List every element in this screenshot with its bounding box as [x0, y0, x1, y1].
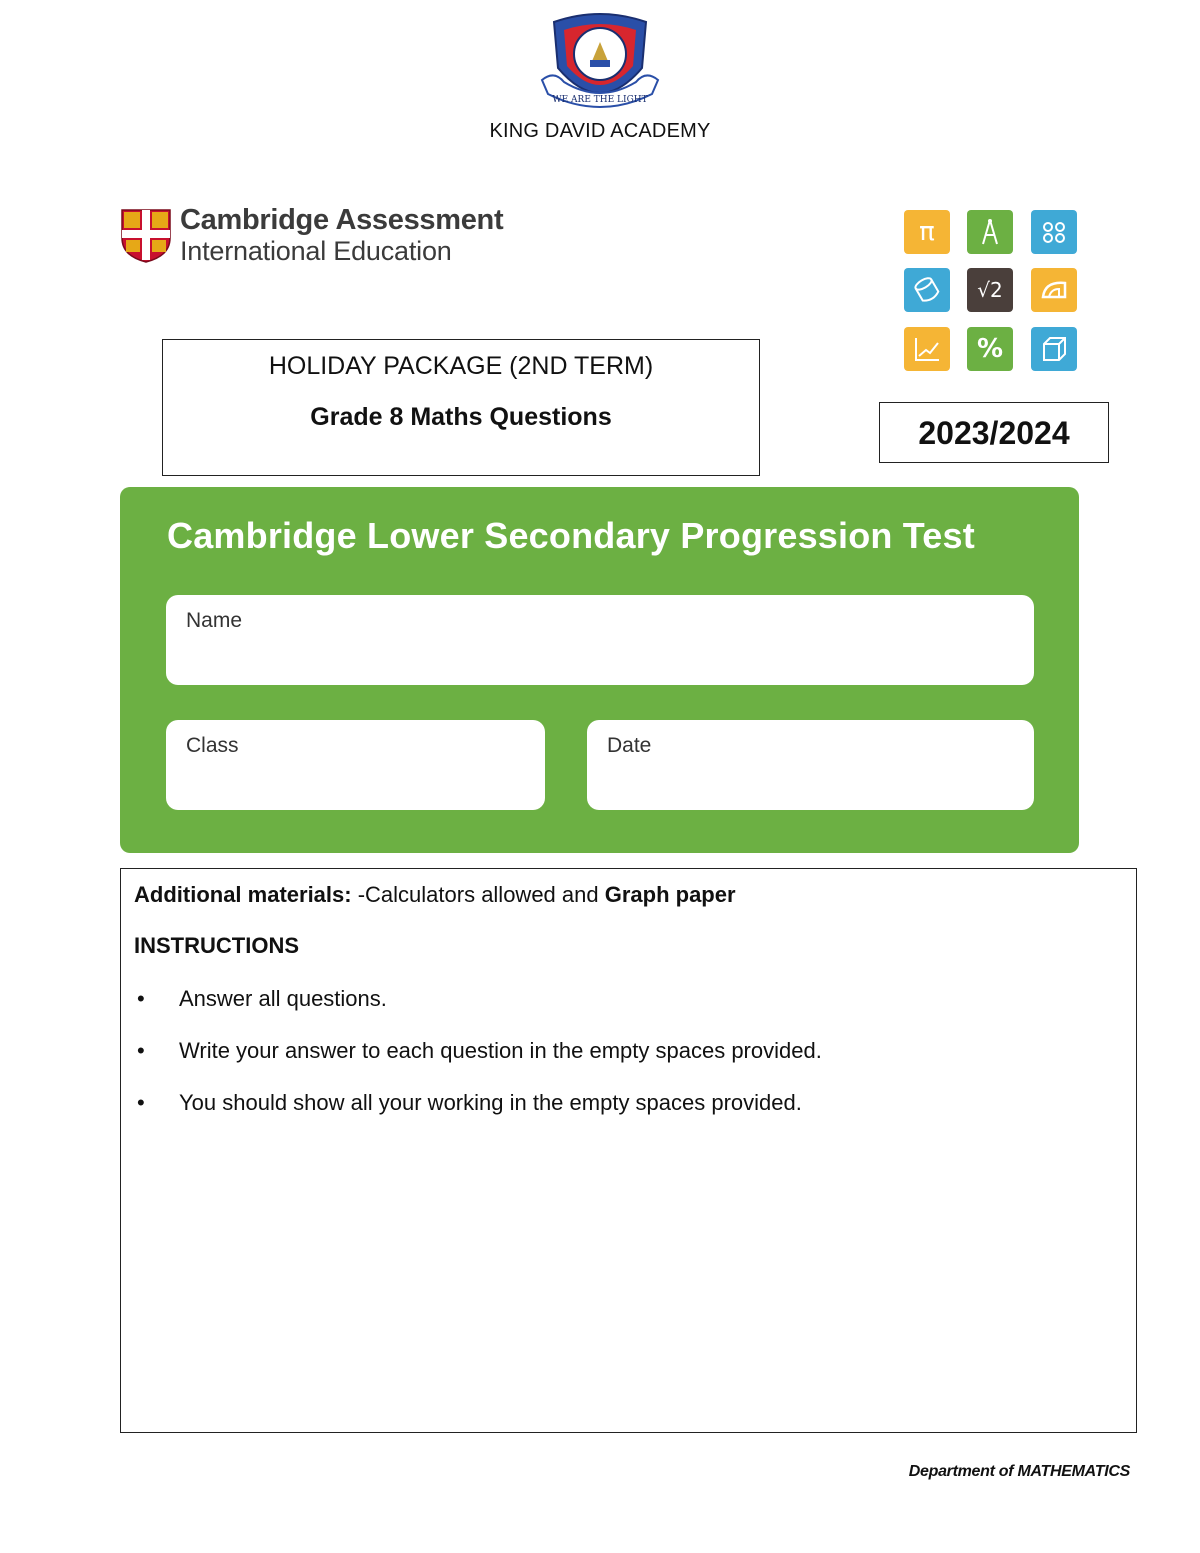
- materials-bold: Graph paper: [604, 882, 736, 907]
- instruction-item: You should show all your working in the empty spaces provided.: [179, 1090, 802, 1115]
- instructions-heading: INSTRUCTIONS: [134, 933, 299, 958]
- academic-year: 2023/2024: [879, 402, 1109, 463]
- class-label: Class: [186, 734, 239, 757]
- cambridge-shield-logo: [120, 208, 172, 264]
- footer-prefix: Department of: [908, 1463, 1018, 1480]
- class-field[interactable]: [166, 720, 545, 810]
- footer-department: MATHEMATICS: [1017, 1463, 1130, 1480]
- grade-subtitle: Grade 8 Maths Questions: [310, 403, 612, 431]
- bullet-3: •: [137, 1090, 145, 1115]
- name-field[interactable]: [166, 595, 1034, 685]
- date-field[interactable]: [587, 720, 1034, 810]
- holiday-package-box: [162, 339, 760, 476]
- cylinder-icon: [904, 268, 950, 312]
- department-footer: [0, 1463, 1130, 1481]
- cube-icon: [1031, 327, 1077, 371]
- materials-label: Additional materials:: [134, 882, 352, 907]
- school-crest-logo: [534, 8, 666, 124]
- holiday-package-title: HOLIDAY PACKAGE (2ND TERM): [268, 352, 654, 380]
- crest-motto: WE ARE THE LIGHT: [552, 95, 648, 105]
- progression-test-panel: [120, 487, 1079, 853]
- percent-icon: %: [967, 327, 1013, 371]
- protractor-icon: [1031, 268, 1077, 312]
- materials-text: -Calculators allowed and: [351, 882, 605, 907]
- dots-grid-icon: [1031, 210, 1077, 254]
- date-label: Date: [607, 734, 652, 757]
- instruction-item: Write your answer to each question in the empty spaces provided.: [179, 1038, 822, 1063]
- cambridge-logo-line2: International Education: [180, 236, 452, 266]
- instructions-box: [120, 868, 1137, 1433]
- bullet-2: •: [137, 1038, 145, 1063]
- compass-icon: [967, 210, 1013, 254]
- cambridge-logo-line1: Cambridge Assessment: [180, 204, 504, 236]
- school-name: KING DAVID ACADEMY: [489, 120, 711, 142]
- panel-title: Cambridge Lower Secondary Progression Test: [167, 515, 975, 556]
- graph-icon: [904, 327, 950, 371]
- square-root-icon: √2: [967, 268, 1013, 312]
- pi-icon: π: [904, 210, 950, 254]
- bullet-1: •: [137, 986, 145, 1011]
- instruction-item: Answer all questions.: [179, 986, 387, 1011]
- name-label: Name: [186, 609, 243, 632]
- additional-materials: [134, 882, 736, 908]
